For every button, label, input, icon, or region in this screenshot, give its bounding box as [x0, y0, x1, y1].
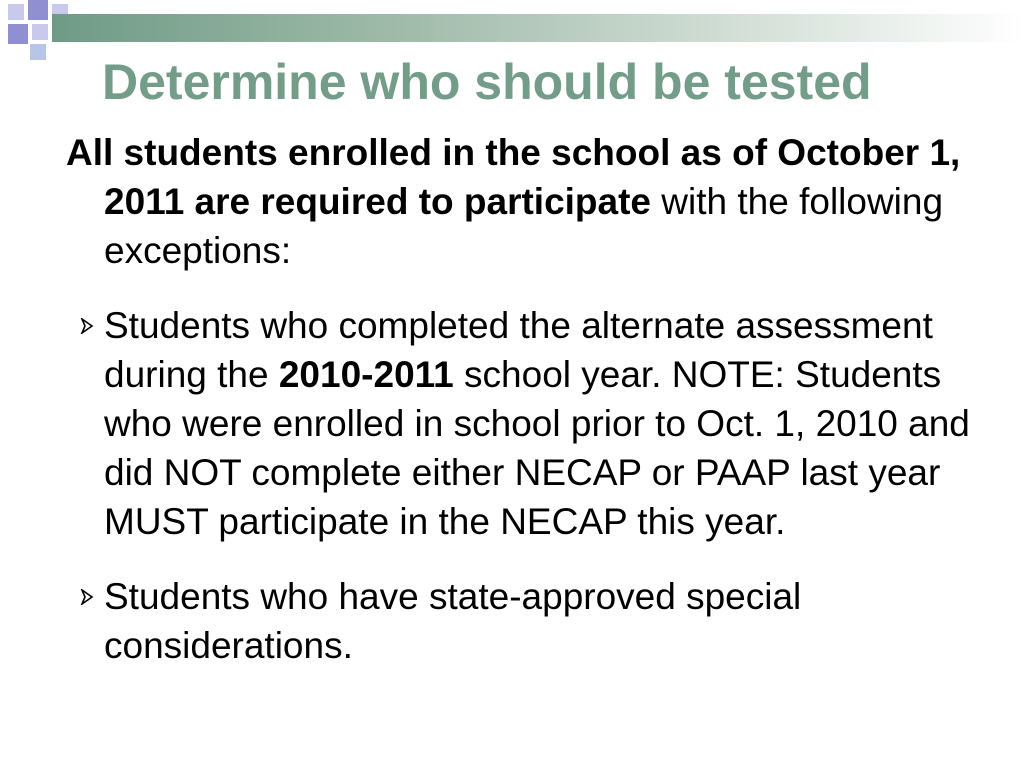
arrow-bullet-icon [80, 318, 94, 334]
top-accent-bar [52, 14, 1024, 42]
list-item [66, 572, 996, 670]
bullet-bold-text: 2010-2011 [278, 354, 454, 395]
bullet-text: Students who completed the alternate assessment during the [104, 305, 933, 395]
bullet-text-cont: school year. NOTE: Students who were enrolled in school prior to Oct. 1, 2010 and did NOT complete either NECAP or PAAP last year MUST participate in the NECAP this year. [104, 354, 970, 542]
intro-paragraph [66, 128, 996, 275]
slide-title: Determine who should be tested [102, 54, 872, 110]
intro-bold-text: All students enrolled in the school as of October 1, 2011 are required to participate [66, 132, 961, 222]
intro-rest-text: with the following exceptions: [104, 181, 944, 271]
arrow-bullet-icon [80, 589, 94, 605]
square-2 [28, 0, 48, 20]
square-4 [8, 24, 28, 44]
slide-body [66, 128, 996, 670]
bullet-text: Students who have state-approved special considerations. [104, 576, 802, 666]
square-1 [8, 4, 24, 20]
square-5 [32, 24, 48, 40]
list-item [66, 301, 996, 546]
square-6 [30, 44, 46, 60]
